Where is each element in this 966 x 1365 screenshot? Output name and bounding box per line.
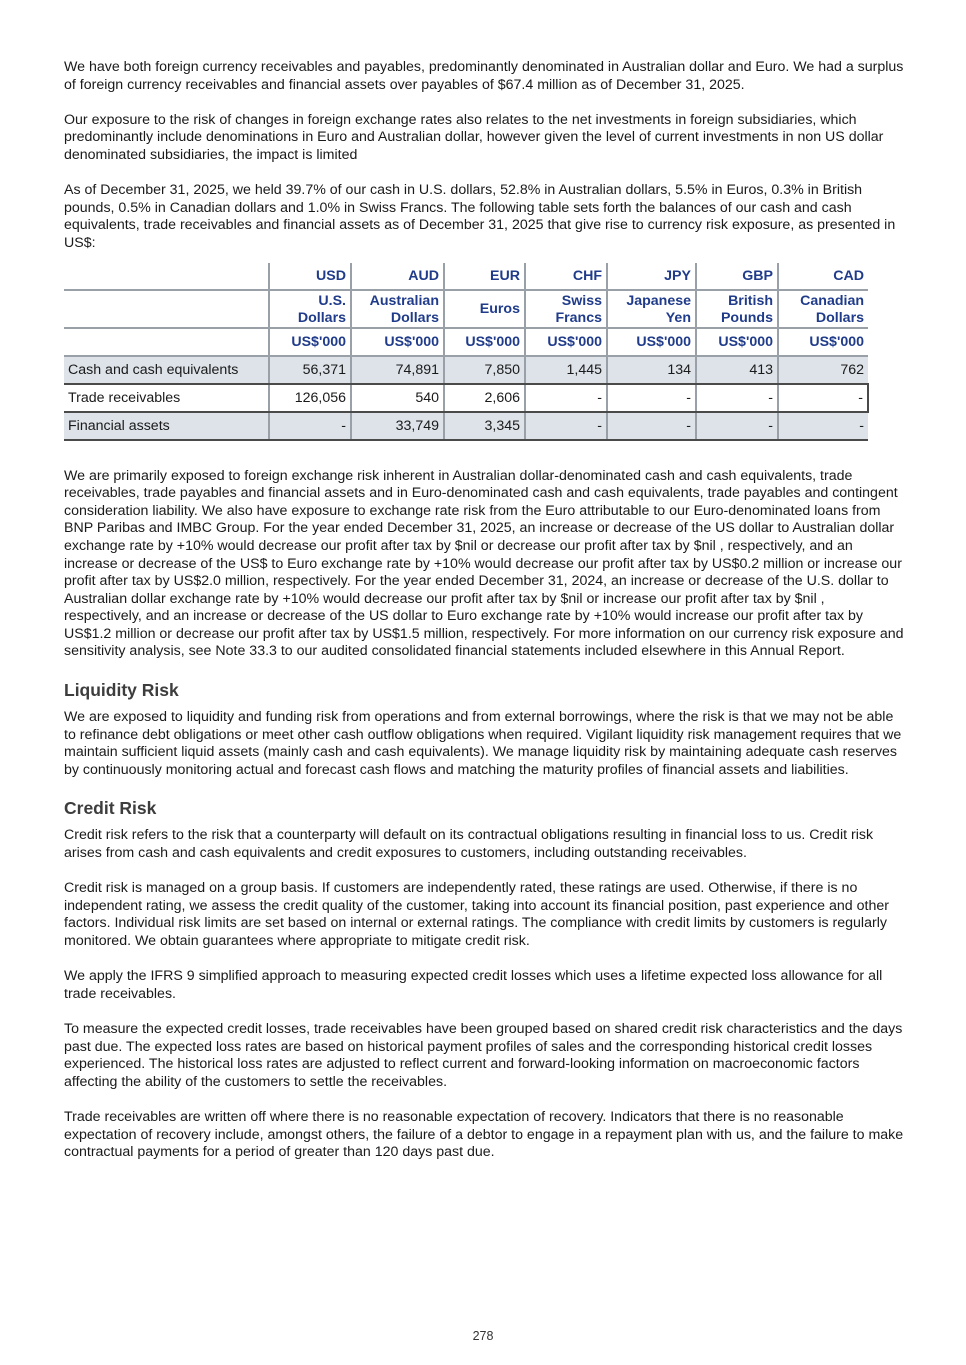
header-code: USD: [269, 263, 351, 290]
page-number: 278: [472, 1329, 494, 1343]
header-unit: US$'000: [269, 328, 351, 356]
header-currency-name: Australian Dollars: [351, 290, 444, 328]
table-cell: 540: [351, 384, 444, 412]
paragraph-liquidity: We are exposed to liquidity and funding risk from operations and from external borrowings, where the risk is that we may not be able to refinance debt obligations or meet other cash outflow obligations when required. Vigilant liquidity risk management requires that we maintain sufficient liquid assets (mainly cash and cash equivalents). We manage liquidity risk by maintaining adequate cash reserves by continuously monitoring actual and forecast cash flows and matching the maturity profiles of financial assets and liabilities.: [64, 709, 902, 778]
heading-liquidity-risk: Liquidity Risk: [64, 680, 179, 701]
header-unit: US$'000: [525, 328, 607, 356]
header-currency-name: Japanese Yen: [607, 290, 696, 328]
header-code: CAD: [778, 263, 868, 290]
table-cell: -: [525, 412, 607, 440]
table-cell: 3,345: [444, 412, 525, 440]
table-cell: -: [269, 412, 351, 440]
paragraph-credit: To measure the expected credit losses, trade receivables have been grouped based on shared credit risk characteristics and the days past due. The expected loss rates are based on historical payment profiles of sales and the corresponding historical credit losses experienced. The historical loss rates are adjusted to reflect current and forward-looking information on macroeconomic factors affecting the ability of the customers to settle the receivables.: [64, 1020, 903, 1090]
table-row: [64, 356, 868, 384]
header-blank: [64, 263, 269, 290]
header-currency-name: Swiss Francs: [525, 290, 607, 328]
table-cell: -: [607, 412, 696, 440]
row-label: Cash and cash equivalents: [64, 356, 269, 384]
table-cell: -: [696, 412, 778, 440]
table-cell: 1,445: [525, 356, 607, 384]
currency-exposure-table: [64, 263, 869, 441]
header-code: AUD: [351, 263, 444, 290]
page-content: [64, 59, 904, 1179]
table-cell: -: [696, 384, 778, 412]
header-code: JPY: [607, 263, 696, 290]
table-cell: 33,749: [351, 412, 444, 440]
table-cell: -: [778, 384, 868, 412]
header-currency-name: Canadian Dollars: [778, 290, 868, 328]
header-currency-name: British Pounds: [696, 290, 778, 328]
table-header-units: [64, 328, 868, 356]
paragraph-credit: Credit risk refers to the risk that a counterparty will default on its contractual obligations resulting in financial loss to us. Credit risk arises from cash and cash equivalents and credit exposures to customers, including outstanding receivables.: [64, 827, 874, 862]
table-cell: 2,606: [444, 384, 525, 412]
table-row: [64, 384, 868, 412]
heading-credit-risk: Credit Risk: [64, 798, 157, 819]
header-code: EUR: [444, 263, 525, 290]
table-cell: 74,891: [351, 356, 444, 384]
paragraph-credit: Trade receivables are written off where there is no reasonable expectation of recovery. Indicators that there is no reasonable expectation of recovery include, amongst others, the failure of a debtor to engage in a repayment plan with us, and the failure to make contractual payments for a period of greater than 120 days past due.: [64, 1108, 904, 1161]
table-row: [64, 412, 868, 440]
header-blank: [64, 328, 269, 356]
paragraph-fx-balance: We have both foreign currency receivables and payables, predominantly denominated in Australian dollar and Euro. We had a surplus of foreign currency receivables and financial assets over payables of $67.4 million as of December 31, 2025.: [64, 59, 904, 93]
header-currency-name: Euros: [444, 290, 525, 328]
paragraph-net-investments: Our exposure to the risk of changes in foreign exchange rates also relates to the net investments in foreign subsidiaries, which predominantly include denominations in Euro and Australian dollar, however given the level of current investments in non US dollar denominated subsidiaries, the impact is limited: [64, 111, 884, 163]
paragraph-credit: We apply the IFRS 9 simplified approach to measuring expected credit losses which uses a lifetime expected loss allowance for all trade receivables.: [64, 968, 883, 1002]
table-header-names: [64, 290, 868, 328]
table-header-codes: [64, 263, 868, 290]
paragraph-fx-exposure: We are primarily exposed to foreign exchange risk inherent in Australian dollar-denominated cash and cash equivalents, trade receivables, trade payables and financial assets and in Euro-denominated cash and cash equivalents, trade payables and contingent consideration liability. We also have exposure to exchange rate risk from the Euro attributable to our Euro-denominated loans from BNP Paribas and IMBC Group. For the year ended December 31, 2025, an increase or decrease of the US dollar to Australian dollar exchange rate by +10% would decrease our profit after tax by $nil or decrease our profit after tax by $nil , respectively, and an increase or decrease of the US$ to Euro exchange rate by +10% would decrease our profit after tax by US$0.2 million or increase our profit after tax by US$2.0 million, respectively. For the year ended December 31, 2024, an increase or decrease of the U.S. dollar to Australian dollar exchange rate by +10% would decrease our profit after tax by $nil or increase our profit after tax by $nil , respectively, and an increase or decrease of the US dollar to Euro exchange rate by +10% would increase our profit after tax by US$1.2 million or decrease our profit after tax by US$1.5 million, respectively. For more information on our currency risk exposure and sensitivity analysis, see Note 33.3 to our audited consolidated financial statements included elsewhere in this Annual Report.: [64, 467, 904, 660]
table-cell: 126,056: [269, 384, 351, 412]
header-blank: [64, 290, 269, 328]
header-unit: US$'000: [778, 328, 868, 356]
table-cell: 134: [607, 356, 696, 384]
header-currency-name: U.S. Dollars: [269, 290, 351, 328]
row-label: Trade receivables: [64, 384, 269, 412]
table-cell: 56,371: [269, 356, 351, 384]
header-unit: US$'000: [444, 328, 525, 356]
header-code: CHF: [525, 263, 607, 290]
paragraph-credit: Credit risk is managed on a group basis. If customers are independently rated, these ratings are used. Otherwise, if there is no independent rating, we assess the credit quality of the customer, taking into account its financial position, past experience and other factors. Individual risk limits are set based on internal or external ratings. The compliance with credit limits by customers is regularly monitored. We obtain guarantees where appropriate to mitigate credit risk.: [64, 880, 889, 949]
table-cell: 413: [696, 356, 778, 384]
header-code: GBP: [696, 263, 778, 290]
row-label: Financial assets: [64, 412, 269, 440]
paragraph-cash-holdings: As of December 31, 2025, we held 39.7% of our cash in U.S. dollars, 52.8% in Australian dollars, 5.5% in Euros, 0.3% in British pounds, 0.5% in Canadian dollars and 1.0% in Swiss Francs. The following table sets forth the balances of our cash and cash equivalents, trade receivables and financial assets as of December 31, 2025 that give rise to currency risk exposure, as presented in US$:: [64, 182, 896, 251]
table-cell: 762: [778, 356, 868, 384]
header-unit: US$'000: [351, 328, 444, 356]
header-unit: US$'000: [607, 328, 696, 356]
header-unit: US$'000: [696, 328, 778, 356]
currency-exposure-table-wrapper: [64, 263, 904, 441]
table-cell: -: [525, 384, 607, 412]
table-cell: -: [778, 412, 868, 440]
table-cell: 7,850: [444, 356, 525, 384]
table-cell: -: [607, 384, 696, 412]
